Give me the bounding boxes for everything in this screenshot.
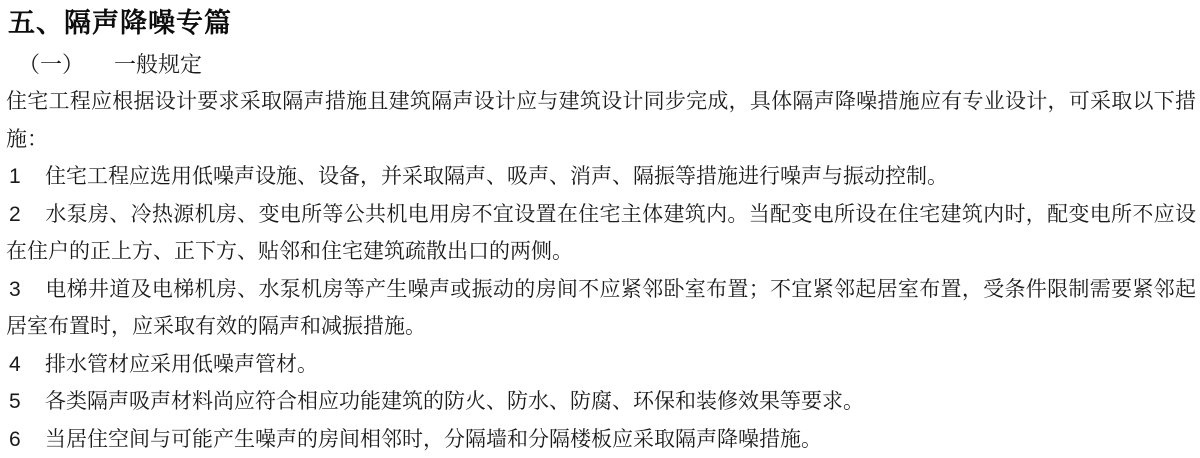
intro-paragraph: 住宅工程应根据设计要求采取隔声措施且建筑隔声设计应与建筑设计同步完成，具体隔声降噪措施应有专业设计，可采取以下措施： [6, 83, 1196, 158]
item-number: 4 [6, 346, 23, 384]
list-item [6, 196, 1196, 271]
item-number: 5 [6, 383, 23, 421]
section-label: （一） [18, 52, 84, 77]
list-item [6, 271, 1196, 346]
item-number: 3 [6, 271, 23, 309]
item-number: 2 [6, 196, 23, 234]
list-item [6, 346, 1196, 384]
list-item [6, 158, 1196, 196]
item-number: 1 [6, 158, 23, 196]
item-text: 水泵房、冷热源机房、变电所等公共机电用房不宜设置在住宅主体建筑内。当配变电所设在住宅建筑内时，配变电所不应设在住户的正上方、正下方、贴邻和住宅建筑疏散出口的两侧。 [6, 203, 1196, 264]
item-number: 6 [6, 421, 23, 458]
item-text: 排水管材应采用低噪声管材。 [45, 353, 318, 376]
section-heading [18, 50, 1196, 80]
list-item [6, 383, 1196, 421]
item-text: 各类隔声吸声材料尚应符合相应功能建筑的防火、防水、防腐、环保和装修效果等要求。 [45, 390, 864, 413]
list-item [6, 421, 1196, 458]
item-text: 当居住空间与可能产生噪声的房间相邻时，分隔墙和分隔楼板应采取隔声降噪措施。 [45, 428, 822, 451]
item-text: 电梯井道及电梯机房、水泵机房等产生噪声或振动的房间不应紧邻卧室布置；不宜紧邻起居室布置，受条件限制需要紧邻起居室布置时，应采取有效的隔声和减振措施。 [6, 278, 1196, 339]
section-title: 一般规定 [114, 52, 202, 77]
page-title: 五、隔声降噪专篇 [8, 6, 1196, 40]
item-text: 住宅工程应选用低噪声设施、设备，并采取隔声、吸声、消声、隔振等措施进行噪声与振动控制。 [45, 165, 948, 188]
